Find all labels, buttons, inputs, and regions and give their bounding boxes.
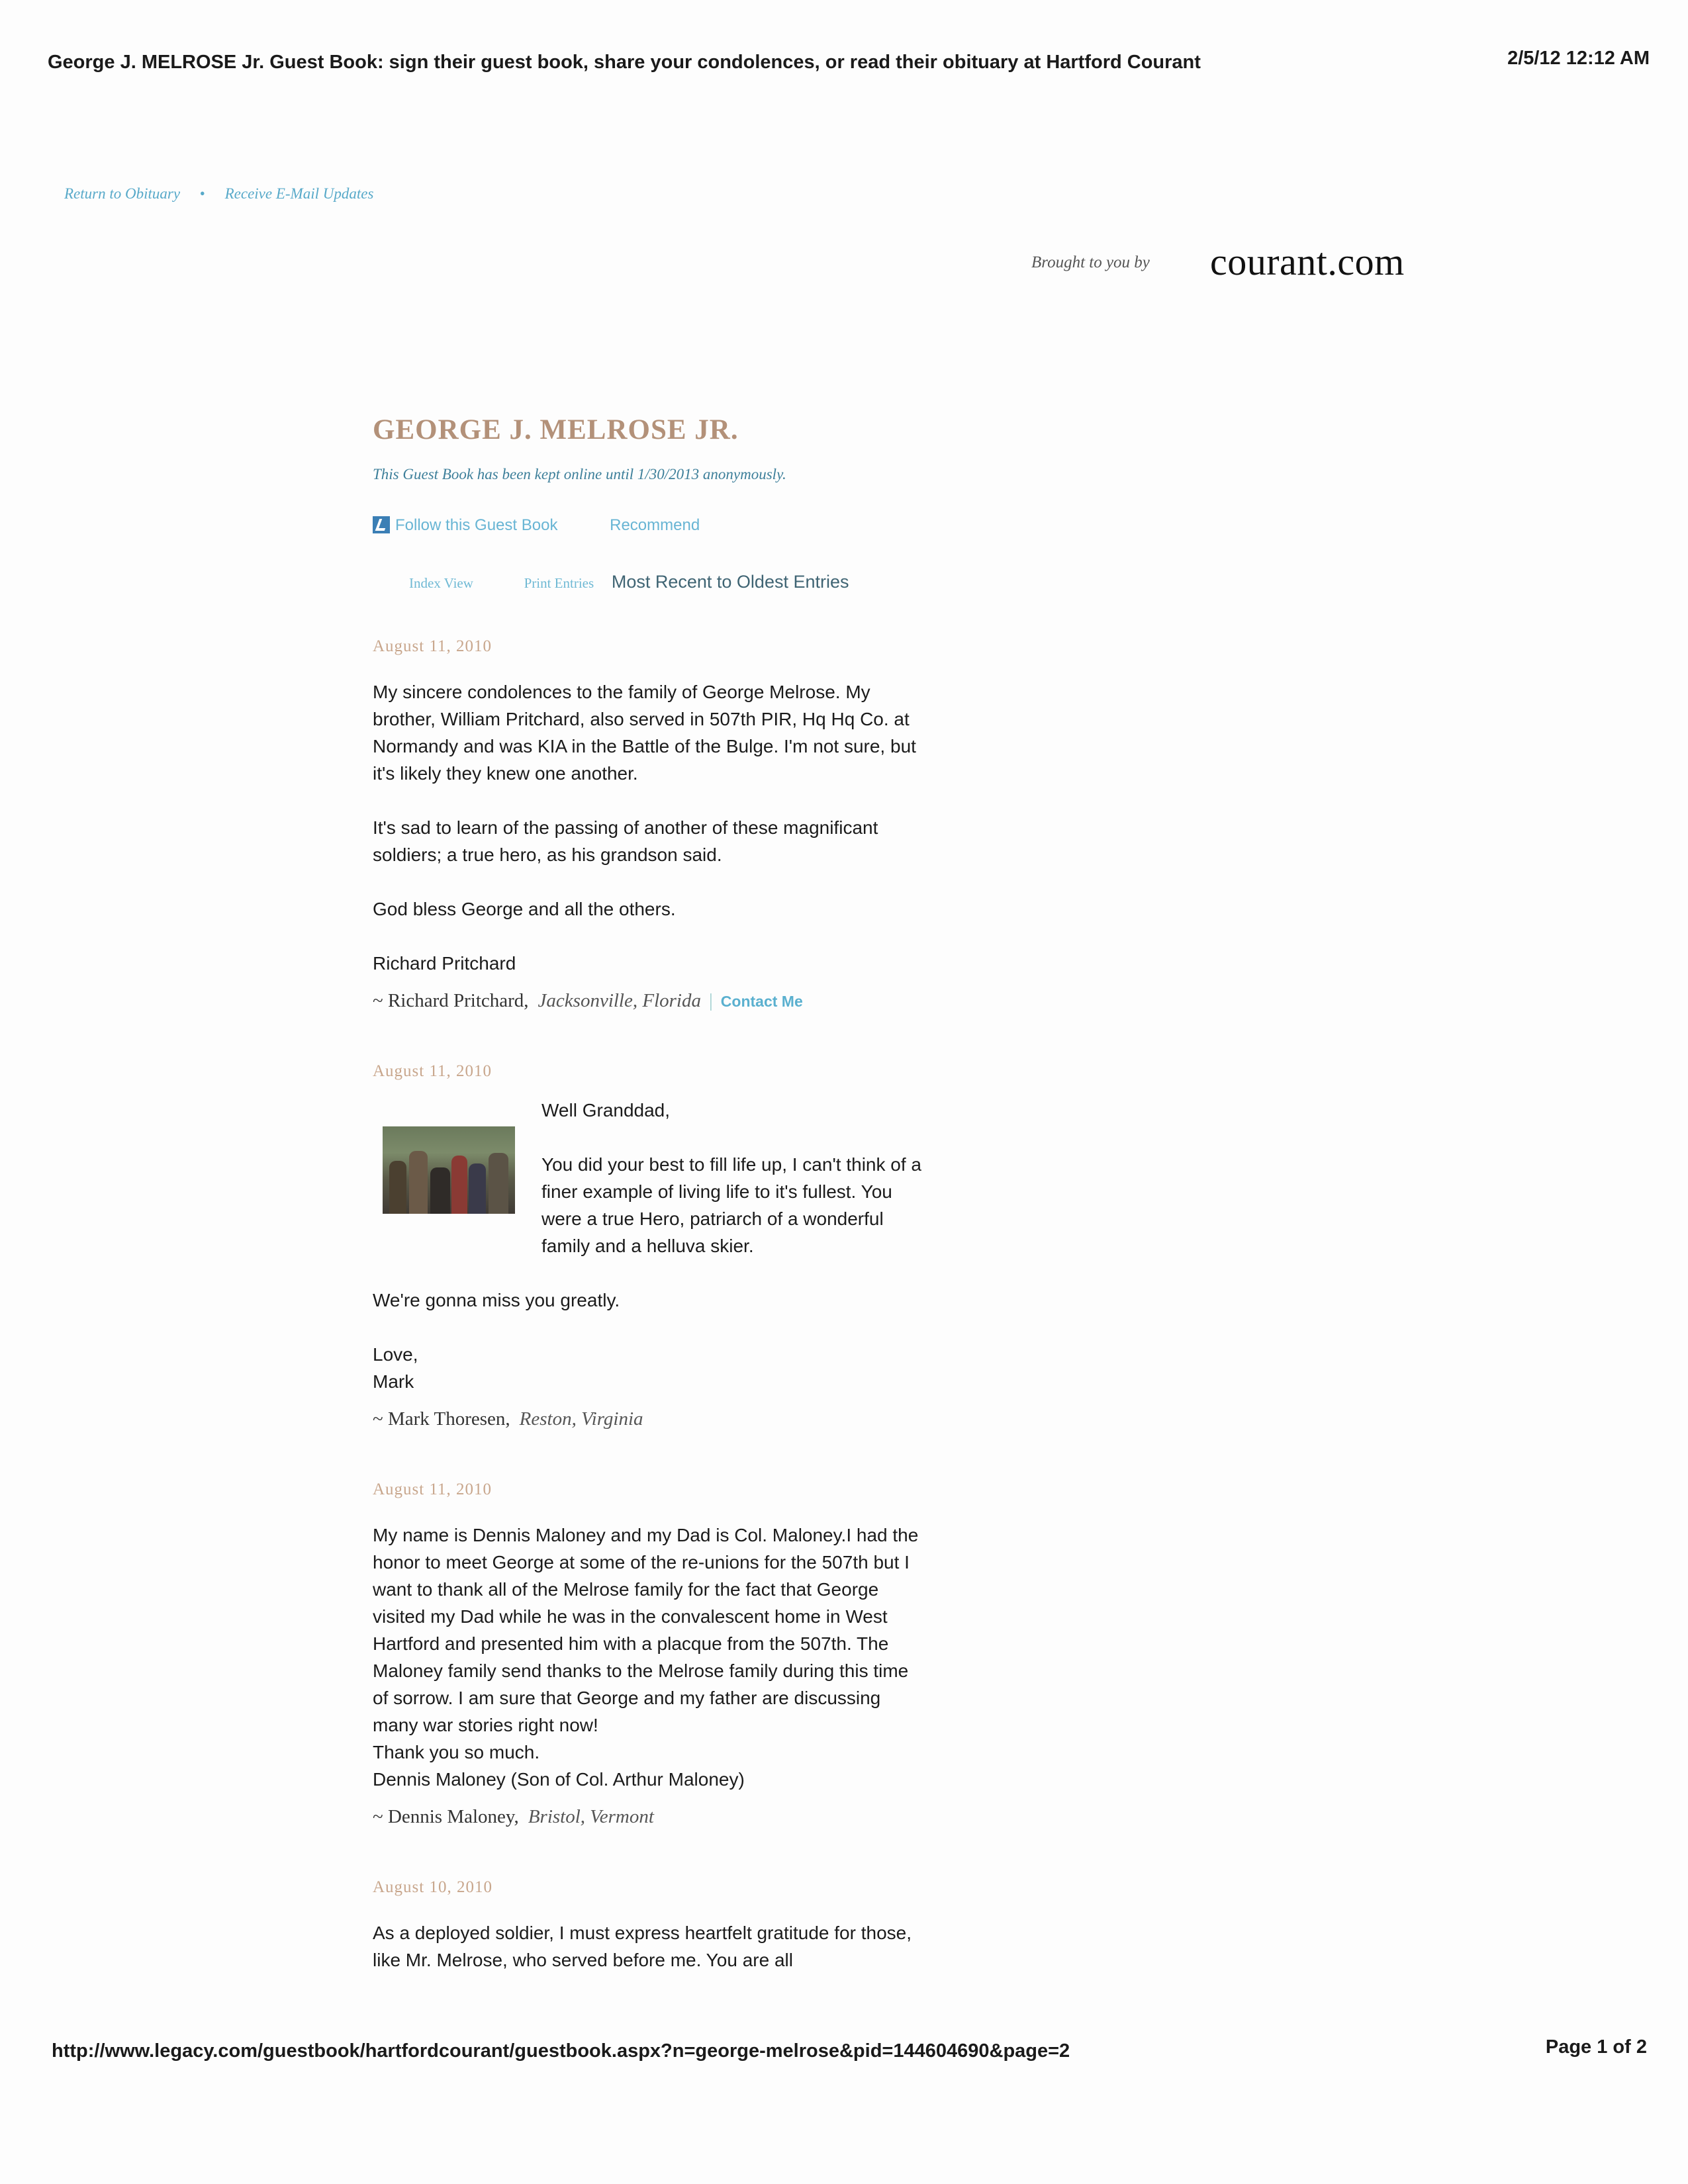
entry-paragraph: Richard Pritchard [373, 953, 516, 974]
email-updates-link[interactable]: Receive E-Mail Updates [224, 185, 374, 202]
deceased-name: GEORGE J. MELROSE JR. [373, 414, 739, 445]
entry-line: Thank you so much. [373, 1742, 540, 1762]
entry-date: August 11, 2010 [373, 1062, 492, 1080]
top-nav [64, 185, 373, 203]
entry-paragraph: God bless George and all the others. [373, 899, 676, 919]
family-photo[interactable] [383, 1126, 515, 1214]
entry-message [373, 678, 922, 977]
entry-date: August 11, 2010 [373, 1480, 492, 1498]
contact-separator: | [708, 990, 713, 1011]
entry-line: Dennis Maloney (Son of Col. Arthur Maloney) [373, 1769, 745, 1790]
entry-signature [373, 990, 922, 1012]
signer-name: ~ Mark Thoresen, [373, 1408, 510, 1430]
follow-icon [373, 516, 390, 533]
entry-message-continued [373, 1287, 922, 1395]
entry-line: My name is Dennis Maloney and my Dad is Col. Maloney.I had the honor to meet George at some of the re-unions for the 507th but I want to thank all of the Melrose family for the fact that George visited my Dad while he was in the convalescent home in West Hartford and presented him with a placque from the 507th. The Maloney family send thanks to the Melrose family during this time of sorrow. I am sure that George and my father are discussing many war stories right now! [373, 1525, 919, 1735]
entry-paragraph [373, 1522, 922, 1793]
entry-date: August 10, 2010 [373, 1878, 492, 1896]
entry-signature [373, 1806, 922, 1828]
guestbook-entry [373, 1480, 922, 1828]
guestbook-entry [373, 1062, 922, 1430]
entry-paragraph: You did your best to fill life up, I can't think of a finer example of living life to it's fullest. You were a true Hero, patriarch of a wonderful family and a helluva skier. [541, 1154, 921, 1256]
entry-message [541, 1097, 922, 1259]
entry-paragraph: My sincere condolences to the family of George Melrose. My brother, William Pritchard, also served in 507th PIR, Hq Hq Co. at Normandy and was KIA in the Battle of the Bulge. I'm not sure, but it's likely they knew one another. [373, 682, 916, 784]
return-to-obituary-link[interactable]: Return to Obituary [64, 185, 181, 202]
signer-location: Jacksonville, Florida [538, 990, 701, 1011]
signer-location: Reston, Virginia [519, 1408, 643, 1430]
entry-photo-block [373, 1097, 922, 1259]
signer-location: Bristol, Vermont [528, 1806, 654, 1827]
guestbook-entry [373, 1878, 922, 1974]
recommend-button[interactable]: Recommend [610, 516, 700, 534]
entry-paragraph [373, 1341, 922, 1395]
brought-to-you-by: Brought to you by [1031, 253, 1150, 271]
entry-closing: Love, [373, 1344, 418, 1365]
courant-logo[interactable]: courant.com [1210, 240, 1405, 283]
entry-closing-name: Mark [373, 1371, 414, 1392]
print-footer-page-number: Page 1 of 2 [1545, 2036, 1647, 2058]
signer-name: ~ Dennis Maloney, [373, 1806, 519, 1827]
kept-online-notice: This Guest Book has been kept online until 1/30/2013 anonymously. [373, 466, 786, 482]
print-entries-link[interactable]: Print Entries [524, 575, 594, 591]
guestbook-entry [373, 637, 922, 1012]
guestbook-actions [373, 516, 922, 535]
signer-name: ~ Richard Pritchard, [373, 990, 529, 1011]
entry-signature [373, 1408, 922, 1430]
index-view-link[interactable]: Index View [409, 575, 473, 591]
entry-paragraph: We're gonna miss you greatly. [373, 1290, 620, 1310]
entry-date: August 11, 2010 [373, 637, 492, 655]
entry-paragraph: As a deployed soldier, I must express heartfelt gratitude for those, like Mr. Melrose, who served before me. You are all [373, 1923, 912, 1970]
guestbook-content [373, 414, 922, 2001]
entry-greeting: Well Granddad, [541, 1100, 671, 1120]
follow-guestbook-button[interactable] [373, 516, 562, 534]
print-header-datetime: 2/5/12 12:12 AM [1507, 48, 1650, 69]
view-options [373, 572, 922, 592]
print-header-title: George J. MELROSE Jr. Guest Book: sign their guest book, share your condolences, or read their obituary at Hartford Courant [48, 52, 1201, 73]
entry-paragraph: It's sad to learn of the passing of another of these magnificant soldiers; a true hero, as his grandson said. [373, 817, 878, 865]
print-footer-url: http://www.legacy.com/guestbook/hartfordcourant/guestbook.aspx?n=george-melrose&pid=144604690&page=2 [52, 2040, 1070, 2062]
nav-separator: • [199, 185, 205, 202]
entry-message [373, 1522, 922, 1793]
sort-order-link[interactable]: Most Recent to Oldest Entries [611, 572, 849, 592]
entry-message [373, 1919, 922, 1974]
contact-me-link[interactable]: Contact Me [720, 993, 803, 1010]
follow-label: Follow this Guest Book [395, 516, 558, 534]
